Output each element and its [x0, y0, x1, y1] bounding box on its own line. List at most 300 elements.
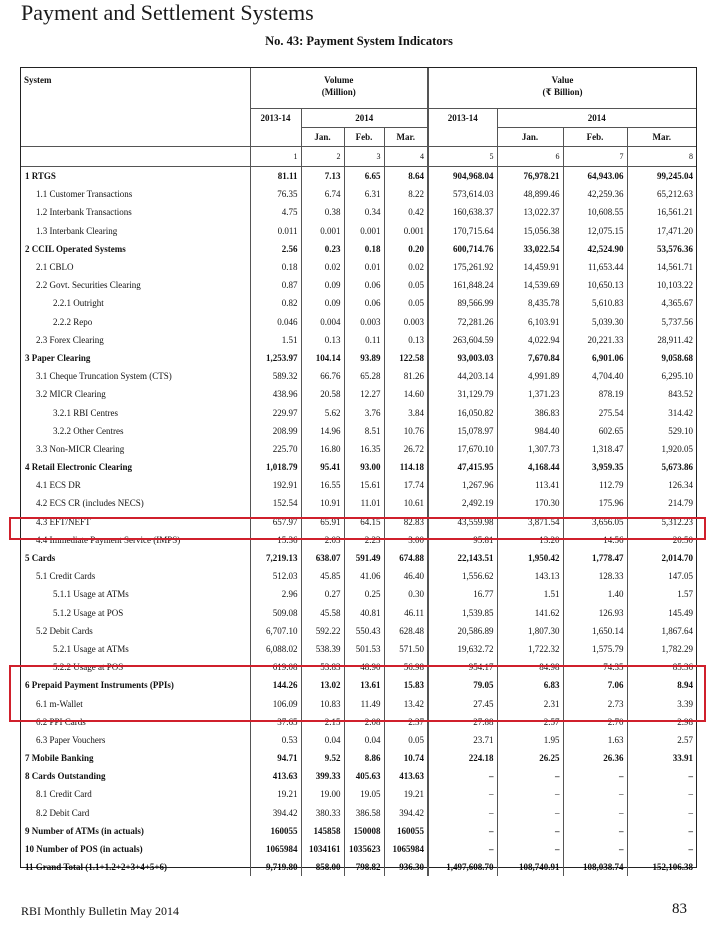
value-cell: 26.25: [497, 749, 563, 767]
value-cell: –: [497, 822, 563, 840]
volume-cell: 20.58: [301, 385, 344, 403]
table-row: [21, 185, 696, 203]
row-label: 2.2.1 Outright: [53, 298, 104, 309]
value-cell: 904,968.04: [428, 167, 497, 186]
value-cell: 6,901.06: [563, 349, 627, 367]
volume-cell: 538.39: [301, 640, 344, 658]
table-row: [21, 749, 696, 767]
table-row: [21, 240, 696, 258]
value-cell: 214.79: [627, 494, 696, 512]
value-cell: –: [497, 785, 563, 803]
value-cell: 20,221.33: [563, 331, 627, 349]
volume-cell: 0.25: [344, 585, 384, 603]
row-label: 6 Prepaid Payment Instruments (PPIs): [25, 680, 174, 691]
value-cell: 8.94: [627, 676, 696, 694]
row-label: 4.2 ECS CR (includes NECS): [36, 498, 144, 509]
volume-cell: 0.05: [384, 294, 428, 312]
volume-cell: 674.88: [384, 549, 428, 567]
volume-cell: 114.18: [384, 458, 428, 476]
page-number: 83: [672, 901, 687, 917]
volume-cell: 509.08: [250, 604, 301, 622]
volume-cell: 798.82: [344, 858, 384, 876]
volume-cell: 10.76: [384, 422, 428, 440]
row-label: 6.3 Paper Vouchers: [36, 734, 106, 745]
volume-cell: 657.97: [250, 513, 301, 531]
value-cell: 6,295.10: [627, 367, 696, 385]
vol-month-jan: Jan.: [301, 128, 344, 147]
volume-cell: 56.98: [384, 658, 428, 676]
volume-cell: 0.87: [250, 276, 301, 294]
volume-cell: 1035623: [344, 840, 384, 858]
table-row: [21, 331, 696, 349]
table-row: [21, 858, 696, 876]
value-cell: 878.19: [563, 385, 627, 403]
volume-cell: 6.65: [344, 167, 384, 186]
volume-cell: 160055: [384, 822, 428, 840]
table-row: [21, 385, 696, 403]
col-num: 2: [301, 147, 344, 167]
value-cell: 42,259.36: [563, 185, 627, 203]
volume-cell: 936.30: [384, 858, 428, 876]
value-cell: 2.73: [563, 694, 627, 712]
volume-cell: 13.61: [344, 676, 384, 694]
volume-cell: 0.18: [344, 240, 384, 258]
value-cell: 275.54: [563, 403, 627, 421]
volume-cell: 638.07: [301, 549, 344, 567]
volume-cell: 394.42: [250, 804, 301, 822]
blank-cell: [428, 128, 497, 147]
volume-cell: 41.06: [344, 567, 384, 585]
volume-cell: 0.05: [384, 276, 428, 294]
table-row: [21, 313, 696, 331]
value-cell: 7.06: [563, 676, 627, 694]
volume-cell: 619.08: [250, 658, 301, 676]
value-cell: 15,078.97: [428, 422, 497, 440]
value-cell: 3,959.35: [563, 458, 627, 476]
value-cell: 1,307.73: [497, 440, 563, 458]
volume-unit: (Million): [321, 87, 356, 97]
value-cell: –: [563, 785, 627, 803]
value-cell: 2,014.70: [627, 549, 696, 567]
volume-cell: 45.85: [301, 567, 344, 585]
volume-cell: 0.001: [344, 222, 384, 240]
volume-cell: 144.26: [250, 676, 301, 694]
volume-cell: 1.51: [250, 331, 301, 349]
value-cell: 10,608.55: [563, 203, 627, 221]
volume-cell: 95.41: [301, 458, 344, 476]
value-cell: 23.71: [428, 731, 497, 749]
volume-cell: 15.36: [250, 531, 301, 549]
volume-cell: 48.90: [344, 658, 384, 676]
volume-cell: 150008: [344, 822, 384, 840]
value-cell: 85.36: [627, 658, 696, 676]
row-label: 3.2.2 Other Centres: [53, 425, 124, 436]
value-cell: 1,539.85: [428, 604, 497, 622]
value-cell: 108,740.91: [497, 858, 563, 876]
vol-year-header: 2014: [301, 109, 428, 128]
value-cell: 143.13: [497, 567, 563, 585]
value-cell: –: [563, 767, 627, 785]
volume-cell: 1065984: [384, 840, 428, 858]
row-label: 3.3 Non-MICR Clearing: [36, 443, 125, 454]
volume-cell: 15.83: [384, 676, 428, 694]
row-label: 5.1.1 Usage at ATMs: [53, 589, 129, 600]
value-cell: 1,650.14: [563, 622, 627, 640]
value-cell: 5,737.56: [627, 313, 696, 331]
col-num: 4: [384, 147, 428, 167]
volume-cell: 5.62: [301, 403, 344, 421]
header-row-months: [21, 128, 696, 147]
volume-cell: 0.53: [250, 731, 301, 749]
volume-cell: 19.00: [301, 785, 344, 803]
volume-cell: 589.32: [250, 367, 301, 385]
value-cell: 1.63: [563, 731, 627, 749]
volume-cell: 3.84: [384, 403, 428, 421]
vol-fy-header: 2013-14: [250, 109, 301, 128]
row-label: 5.2 Debit Cards: [36, 625, 93, 636]
col-num: 7: [563, 147, 627, 167]
row-label: 5.1.2 Usage at POS: [53, 607, 124, 618]
table-row: [21, 731, 696, 749]
volume-cell: 4.75: [250, 203, 301, 221]
value-cell: 6.83: [497, 676, 563, 694]
table-row: [21, 767, 696, 785]
volume-cell: 93.89: [344, 349, 384, 367]
table-row: [21, 276, 696, 294]
value-cell: 4,365.67: [627, 294, 696, 312]
value-cell: 65,212.63: [627, 185, 696, 203]
row-label: 3 Paper Clearing: [25, 352, 91, 363]
volume-cell: 0.003: [344, 313, 384, 331]
value-cell: 5,610.83: [563, 294, 627, 312]
value-cell: 79.05: [428, 676, 497, 694]
volume-cell: 0.04: [301, 731, 344, 749]
table-row: [21, 440, 696, 458]
value-cell: 1,920.05: [627, 440, 696, 458]
value-cell: 10,650.13: [563, 276, 627, 294]
value-cell: 170.30: [497, 494, 563, 512]
vol-month-mar: Mar.: [384, 128, 428, 147]
value-cell: 1,556.62: [428, 567, 497, 585]
table-row: [21, 367, 696, 385]
volume-cell: 399.33: [301, 767, 344, 785]
value-cell: 14.56: [563, 531, 627, 549]
volume-cell: 2.96: [250, 585, 301, 603]
value-cell: 5,312.23: [627, 513, 696, 531]
volume-cell: 15.61: [344, 476, 384, 494]
header-row-groups: [21, 68, 696, 109]
value-cell: 1,807.30: [497, 622, 563, 640]
value-cell: 263,604.59: [428, 331, 497, 349]
value-cell: 89,566.99: [428, 294, 497, 312]
volume-cell: 6.31: [344, 185, 384, 203]
value-cell: 33,022.54: [497, 240, 563, 258]
table-row: [21, 494, 696, 512]
header-row-colnums: [21, 147, 696, 167]
volume-cell: 8.51: [344, 422, 384, 440]
value-cell: –: [627, 804, 696, 822]
volume-cell: 19.21: [384, 785, 428, 803]
value-cell: 17,471.20: [627, 222, 696, 240]
value-cell: 984.40: [497, 422, 563, 440]
volume-cell: 106.09: [250, 694, 301, 712]
value-cell: 147.05: [627, 567, 696, 585]
value-cell: 1,371.23: [497, 385, 563, 403]
volume-cell: 438.96: [250, 385, 301, 403]
row-label: 3.1 Cheque Truncation System (CTS): [36, 371, 172, 382]
value-cell: 3,656.05: [563, 513, 627, 531]
value-cell: 1,267.96: [428, 476, 497, 494]
value-cell: 1,722.32: [497, 640, 563, 658]
value-cell: 5,673.86: [627, 458, 696, 476]
value-cell: 1.51: [497, 585, 563, 603]
value-cell: 8,435.78: [497, 294, 563, 312]
row-label: 2.1 CBLO: [36, 262, 74, 273]
value-cell: 19,632.72: [428, 640, 497, 658]
volume-cell: 0.02: [384, 258, 428, 276]
col-num: 1: [250, 147, 301, 167]
volume-cell: 7.13: [301, 167, 344, 186]
volume-cell: 93.00: [344, 458, 384, 476]
volume-cell: 8.86: [344, 749, 384, 767]
volume-cell: 12.27: [344, 385, 384, 403]
volume-cell: 0.09: [301, 294, 344, 312]
volume-cell: 0.09: [301, 276, 344, 294]
volume-cell: 0.13: [301, 331, 344, 349]
volume-cell: 225.70: [250, 440, 301, 458]
val-fy-header: 2013-14: [428, 109, 497, 128]
row-label: 4 Retail Electronic Clearing: [25, 462, 133, 473]
volume-label: Volume: [324, 75, 354, 85]
value-cell: 12,075.15: [563, 222, 627, 240]
volume-cell: 550.43: [344, 622, 384, 640]
volume-cell: 0.20: [384, 240, 428, 258]
value-cell: 33.91: [627, 749, 696, 767]
value-cell: 42,524.90: [563, 240, 627, 258]
page-header: Payment and Settlement Systems: [21, 0, 314, 25]
volume-cell: 0.42: [384, 203, 428, 221]
volume-cell: 6,707.10: [250, 622, 301, 640]
value-cell: –: [563, 840, 627, 858]
volume-cell: 26.72: [384, 440, 428, 458]
volume-cell: 0.27: [301, 585, 344, 603]
value-cell: 4,991.89: [497, 367, 563, 385]
value-cell: –: [563, 804, 627, 822]
row-label: 11 Grand Total (1.1+1.2+2+3+4+5+6): [25, 862, 168, 873]
value-unit: (₹ Billion): [542, 87, 583, 97]
row-label: 3.2 MICR Clearing: [36, 389, 106, 400]
row-label: 1.2 Interbank Transactions: [36, 207, 132, 218]
row-label: 2 CCIL Operated Systems: [25, 243, 126, 254]
volume-cell: 10.91: [301, 494, 344, 512]
volume-cell: 2.08: [344, 713, 384, 731]
value-cell: 53,576.36: [627, 240, 696, 258]
blank-cell: [21, 128, 250, 147]
highlight-box-imps: [9, 517, 706, 540]
volume-cell: 9.52: [301, 749, 344, 767]
blank-cell: [21, 147, 250, 167]
value-cell: –: [428, 767, 497, 785]
value-cell: 1,782.29: [627, 640, 696, 658]
val-year-header: 2014: [497, 109, 696, 128]
value-cell: –: [497, 804, 563, 822]
volume-cell: 17.74: [384, 476, 428, 494]
value-cell: –: [497, 840, 563, 858]
volume-cell: 413.63: [250, 767, 301, 785]
value-cell: 2,492.19: [428, 494, 497, 512]
volume-cell: 152.54: [250, 494, 301, 512]
value-cell: 3.39: [627, 694, 696, 712]
value-cell: 20,586.89: [428, 622, 497, 640]
value-cell: 17,670.10: [428, 440, 497, 458]
volume-cell: 2.56: [250, 240, 301, 258]
row-label: 4.1 ECS DR: [36, 480, 81, 491]
value-cell: 11,653.44: [563, 258, 627, 276]
row-label: 5 Cards: [25, 553, 56, 564]
system-header: System: [24, 75, 52, 85]
volume-cell: 46.40: [384, 567, 428, 585]
value-cell: 13,022.37: [497, 203, 563, 221]
volume-cell: 571.50: [384, 640, 428, 658]
value-cell: –: [563, 822, 627, 840]
value-cell: 1,575.79: [563, 640, 627, 658]
value-cell: 26.36: [563, 749, 627, 767]
volume-cell: 0.02: [301, 258, 344, 276]
volume-cell: 11.01: [344, 494, 384, 512]
value-cell: 1.40: [563, 585, 627, 603]
value-cell: 141.62: [497, 604, 563, 622]
volume-cell: 104.14: [301, 349, 344, 367]
volume-cell: 0.011: [250, 222, 301, 240]
table-row: [21, 549, 696, 567]
volume-header: [250, 68, 428, 109]
col-num: 8: [627, 147, 696, 167]
volume-cell: 0.05: [384, 731, 428, 749]
value-cell: 13.20: [497, 531, 563, 549]
value-cell: 128.33: [563, 567, 627, 585]
value-cell: 72,281.26: [428, 313, 497, 331]
value-cell: 2.98: [627, 713, 696, 731]
highlight-box-ppi: [9, 665, 706, 722]
payment-system-table: [20, 67, 697, 873]
row-label: 4.4 Immediate Payment Service (IMPS): [36, 534, 181, 545]
table-row: [21, 585, 696, 603]
volume-cell: 858.00: [301, 858, 344, 876]
table-row: [21, 785, 696, 803]
volume-cell: 19.21: [250, 785, 301, 803]
volume-cell: 145858: [301, 822, 344, 840]
volume-cell: 13.02: [301, 676, 344, 694]
volume-cell: 82.83: [384, 513, 428, 531]
row-label: 8.2 Debit Card: [36, 807, 90, 818]
table-row: [21, 258, 696, 276]
value-header: [428, 68, 696, 109]
volume-cell: 8.22: [384, 185, 428, 203]
value-cell: –: [627, 767, 696, 785]
volume-cell: 0.11: [344, 331, 384, 349]
value-cell: 7,670.84: [497, 349, 563, 367]
value-cell: 1,497,608.70: [428, 858, 497, 876]
volume-cell: 10.74: [384, 749, 428, 767]
row-label: 9 Number of ATMs (in actuals): [25, 825, 144, 836]
volume-cell: 405.63: [344, 767, 384, 785]
value-cell: 27.88: [428, 713, 497, 731]
value-cell: 843.52: [627, 385, 696, 403]
col-num: 5: [428, 147, 497, 167]
table-row: [21, 840, 696, 858]
row-label: 2.2.2 Repo: [53, 316, 93, 327]
volume-cell: 512.03: [250, 567, 301, 585]
val-month-feb: Feb.: [563, 128, 627, 147]
value-cell: –: [428, 804, 497, 822]
volume-cell: 160055: [250, 822, 301, 840]
table-row: [21, 458, 696, 476]
volume-cell: 1,253.97: [250, 349, 301, 367]
row-label: 8 Cards Outstanding: [25, 771, 106, 782]
table-row: [21, 203, 696, 221]
volume-cell: 53.83: [301, 658, 344, 676]
value-cell: 22,143.51: [428, 549, 497, 567]
volume-cell: 14.60: [384, 385, 428, 403]
volume-cell: 9,719.80: [250, 858, 301, 876]
volume-cell: 13.42: [384, 694, 428, 712]
volume-cell: 0.004: [301, 313, 344, 331]
volume-cell: 0.23: [301, 240, 344, 258]
value-cell: 84.98: [497, 658, 563, 676]
row-label: 7 Mobile Banking: [25, 753, 94, 764]
row-label: 2.3 Forex Clearing: [36, 334, 104, 345]
volume-cell: 3.00: [384, 531, 428, 549]
value-cell: 20.50: [627, 531, 696, 549]
value-cell: 113.41: [497, 476, 563, 494]
value-cell: 108,038.74: [563, 858, 627, 876]
volume-cell: 40.81: [344, 604, 384, 622]
volume-cell: 192.91: [250, 476, 301, 494]
volume-cell: 8.64: [384, 167, 428, 186]
value-cell: –: [428, 822, 497, 840]
value-cell: 1,318.47: [563, 440, 627, 458]
volume-cell: 11.49: [344, 694, 384, 712]
table-title: No. 43: Payment System Indicators: [265, 34, 453, 48]
volume-cell: 2.37: [384, 713, 428, 731]
value-cell: 28,911.42: [627, 331, 696, 349]
volume-cell: 0.34: [344, 203, 384, 221]
value-cell: 4,022.94: [497, 331, 563, 349]
value-cell: 1,778.47: [563, 549, 627, 567]
value-cell: 954.17: [428, 658, 497, 676]
value-cell: 5,039.30: [563, 313, 627, 331]
value-cell: 175.96: [563, 494, 627, 512]
volume-cell: 6.74: [301, 185, 344, 203]
value-cell: 4,168.44: [497, 458, 563, 476]
table-row: [21, 622, 696, 640]
volume-cell: 2.15: [301, 713, 344, 731]
volume-cell: 2.03: [301, 531, 344, 549]
value-cell: –: [497, 767, 563, 785]
volume-cell: 0.82: [250, 294, 301, 312]
row-label: 1 RTGS: [25, 171, 56, 182]
volume-cell: 1034161: [301, 840, 344, 858]
volume-cell: 14.96: [301, 422, 344, 440]
table-row: [21, 167, 696, 186]
row-label: 10 Number of POS (in actuals): [25, 844, 143, 855]
volume-cell: 0.38: [301, 203, 344, 221]
value-cell: 126.34: [627, 476, 696, 494]
value-cell: 15,056.38: [497, 222, 563, 240]
volume-cell: 413.63: [384, 767, 428, 785]
table-row: [21, 604, 696, 622]
volume-cell: 1,018.79: [250, 458, 301, 476]
